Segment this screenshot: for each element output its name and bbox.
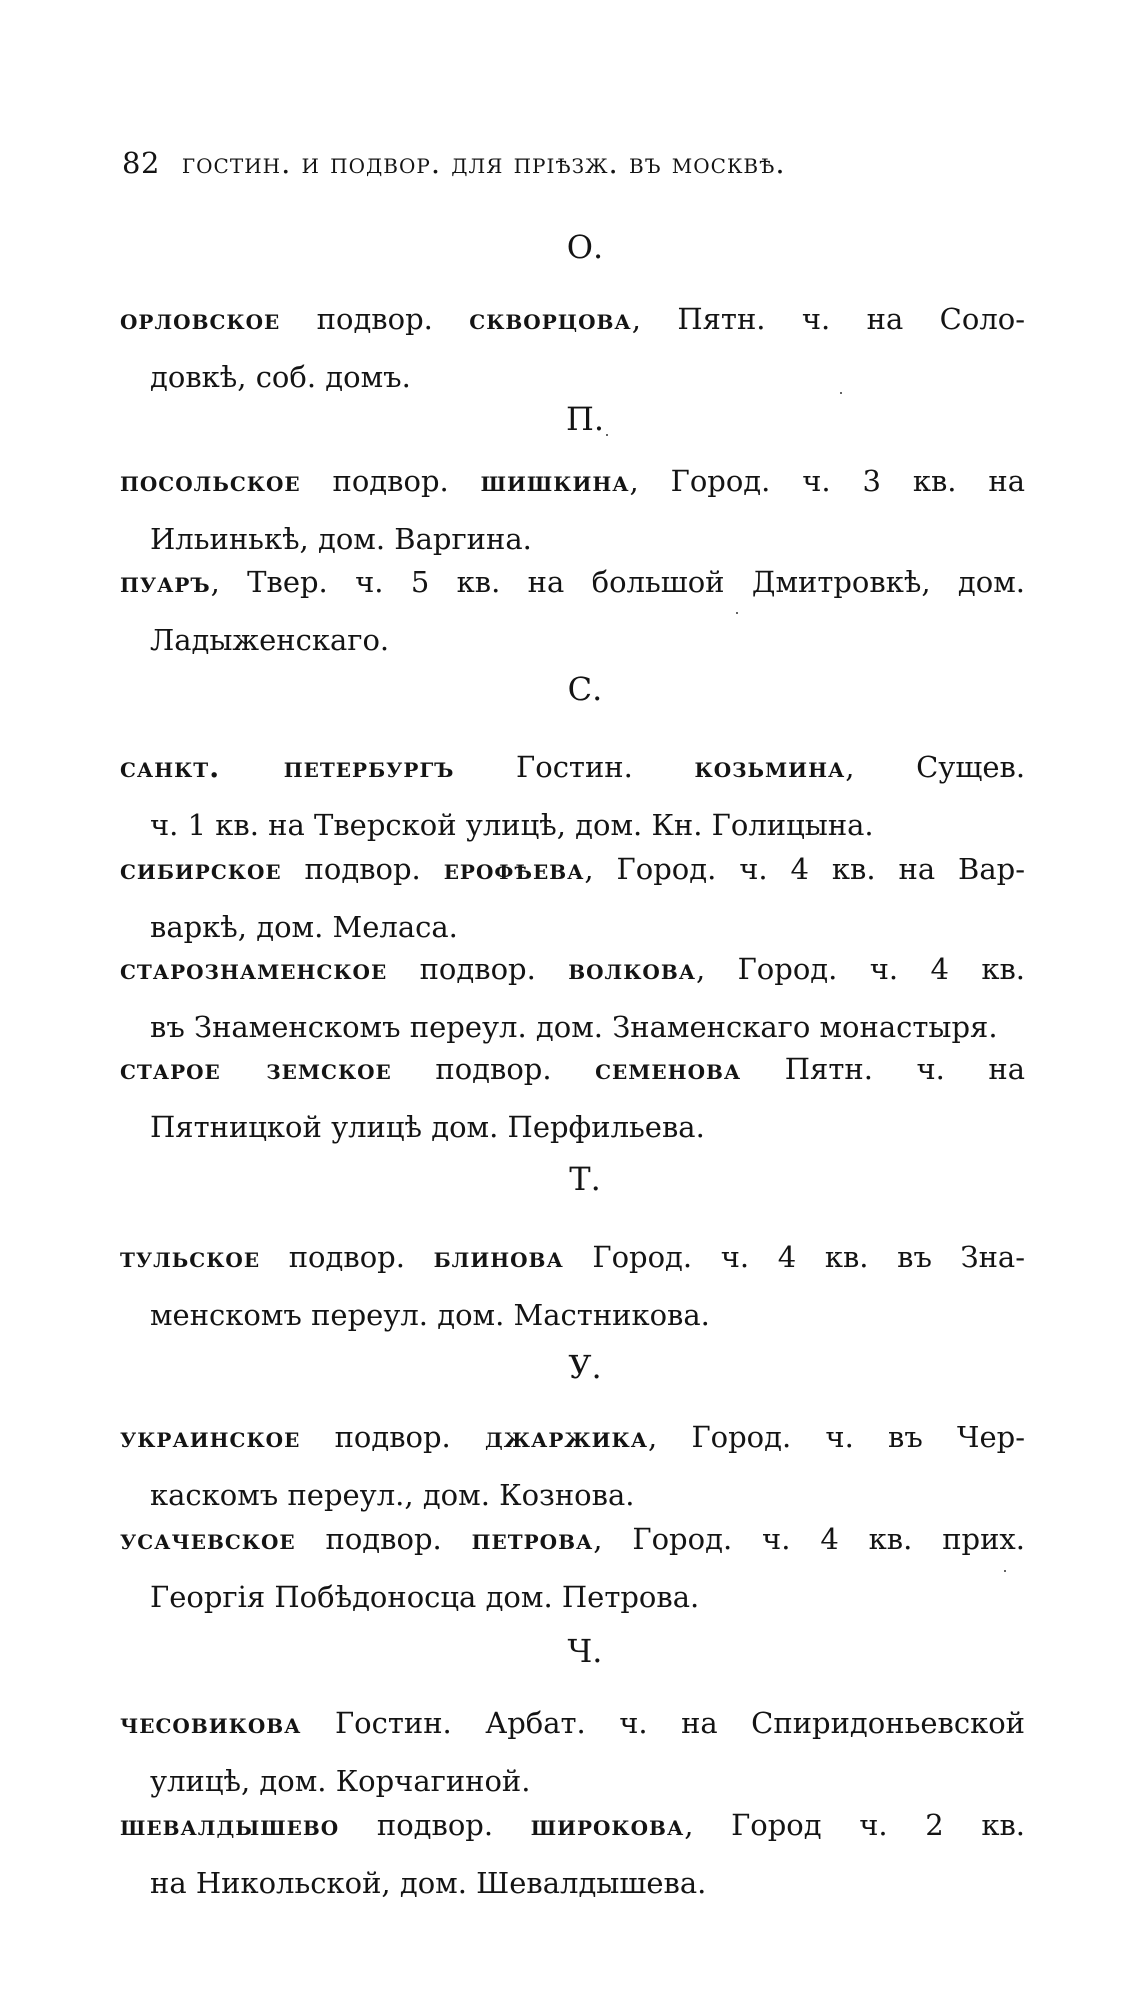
entry-staroe-zemskoe <box>120 1040 1025 1156</box>
section-letter-o: О. <box>566 228 604 266</box>
entry-type: подвор. <box>325 1522 442 1556</box>
entry-line-1 <box>120 1694 1025 1752</box>
entry-line-2: въ Знаменскомъ переул. дом. Знаменскаго монастыря. <box>150 1010 998 1044</box>
entry-name: сибирское <box>120 852 282 886</box>
entry-line-2: Ильинькѣ, дом. Варгина. <box>150 522 532 556</box>
section-letter-t: Т. <box>569 1160 601 1198</box>
entry-line-2: менскомъ переул. дом. Мастникова. <box>150 1298 710 1332</box>
entry-details: Пятн. ч. на <box>741 1052 1026 1086</box>
entry-ukrainskoe <box>120 1408 1025 1524</box>
entry-line-2: довкѣ, соб. домъ. <box>150 360 411 394</box>
entry-line-1 <box>120 738 1025 796</box>
entry-line-2: каскомъ переул., дом. Кознова. <box>150 1478 635 1512</box>
entry-owner: волкова <box>568 952 697 986</box>
entry-line-2: Ладыженскаго. <box>150 623 390 657</box>
running-header <box>122 146 786 180</box>
entry-name: украинское <box>120 1420 301 1454</box>
entry-chesovikova <box>120 1694 1025 1810</box>
entry-type: подвор. <box>376 1808 494 1842</box>
entry-details: , Город. ч. 3 кв. на <box>629 464 1026 498</box>
entry-owner: широкова <box>530 1808 685 1842</box>
section-letter-u: У. <box>568 1348 602 1386</box>
page-number: 82 <box>122 146 160 180</box>
entry-details: , Сущев. <box>845 750 1026 784</box>
entry-name: старое земское <box>120 1052 392 1086</box>
entry-owner: ерофѣева <box>443 852 585 886</box>
entry-orlovskoe <box>120 290 1025 406</box>
entry-type: Гостин. <box>516 750 633 784</box>
entry-line-2: Георгія Побѣдоносца дом. Петрова. <box>150 1580 700 1614</box>
entry-name: посольское <box>120 464 301 498</box>
entry-name: пуаръ <box>120 565 211 599</box>
entry-type: подвор. <box>304 852 421 886</box>
entry-sibirskoe <box>120 840 1025 956</box>
entry-line-1 <box>120 452 1025 510</box>
entry-owner: петрова <box>471 1522 594 1556</box>
entry-type: подвор. <box>435 1052 552 1086</box>
entry-line-2: улицѣ, дом. Корчагиной. <box>150 1764 531 1798</box>
entry-details: , Твер. ч. 5 кв. на большой Дмитровкѣ, дом. <box>210 565 1025 599</box>
entry-type: подвор. <box>316 302 433 336</box>
entry-usachevskoe <box>120 1510 1025 1626</box>
entry-details: Арбат. ч. на Спиридоньевской <box>451 1706 1025 1740</box>
entry-name: тульское <box>120 1240 261 1274</box>
header-title: гостин. и подвор. для пріѣзж. въ москвѣ. <box>181 146 786 180</box>
entry-staroznamenskoe <box>120 940 1025 1056</box>
entry-line-1 <box>120 1228 1025 1286</box>
section-letter-p: П. <box>565 400 605 438</box>
entry-tulskoe <box>120 1228 1025 1344</box>
entry-line-2: варкѣ, дом. Меласа. <box>150 910 458 944</box>
entry-posolskoe <box>120 452 1025 568</box>
entry-type: подвор. <box>419 952 536 986</box>
entry-owner: семенова <box>595 1052 742 1086</box>
section-letter-s: С. <box>567 670 603 708</box>
entry-line-1 <box>120 840 1025 898</box>
ink-speck <box>840 392 842 394</box>
entry-line-2: ч. 1 кв. на Тверской улицѣ, дом. Кн. Голицына. <box>150 808 874 842</box>
entry-name: санкт. петербургъ <box>120 750 455 784</box>
entry-owner: скворцова <box>469 302 632 336</box>
entry-details: , Город. ч. въ Чер- <box>648 1420 1026 1454</box>
entry-details: , Город. ч. 4 кв. прих. <box>593 1522 1026 1556</box>
entry-sankt-peterburg <box>120 738 1025 854</box>
entry-line-1 <box>120 1408 1025 1466</box>
ink-speck <box>736 612 738 614</box>
entry-owner: шишкина <box>480 464 630 498</box>
entry-line-2: Пятницкой улицѣ дом. Перфильева. <box>150 1110 705 1144</box>
ink-speck <box>606 434 608 436</box>
entry-line-1 <box>120 940 1025 998</box>
entry-line-1 <box>120 1040 1025 1098</box>
entry-details: , Город. ч. 4 кв. <box>696 952 1025 986</box>
entry-name: чесовикова <box>120 1706 302 1740</box>
entry-line-1 <box>120 1510 1025 1568</box>
entry-owner: козьмина <box>694 750 846 784</box>
entry-name: орловское <box>120 302 281 336</box>
entry-name: усачевское <box>120 1522 296 1556</box>
entry-name: шевалдышево <box>120 1808 340 1842</box>
entry-puar <box>120 553 1025 669</box>
section-letter-ch: Ч. <box>567 1632 603 1670</box>
entry-name: старознаменское <box>120 952 388 986</box>
ink-speck <box>1004 1570 1006 1572</box>
entry-type: подвор. <box>332 464 449 498</box>
entry-line-2: на Никольской, дом. Шевалдышева. <box>150 1866 707 1900</box>
entry-line-1 <box>120 290 1025 348</box>
entry-type: подвор. <box>334 1420 451 1454</box>
entry-details: , Пятн. ч. на Соло- <box>631 302 1026 336</box>
entry-type: Гостин. <box>334 1706 452 1740</box>
entry-shevaldyshevo <box>120 1796 1025 1912</box>
entry-line-1 <box>120 553 1025 611</box>
entry-details: , Город ч. 2 кв. <box>684 1808 1025 1842</box>
entry-type: подвор. <box>288 1240 405 1274</box>
entry-details: , Город. ч. 4 кв. на Вар- <box>584 852 1025 886</box>
entry-owner: джаржика <box>485 1420 648 1454</box>
entry-line-1 <box>120 1796 1025 1854</box>
entry-owner: блинова <box>433 1240 564 1274</box>
entry-details: Город. ч. 4 кв. въ Зна- <box>563 1240 1026 1274</box>
